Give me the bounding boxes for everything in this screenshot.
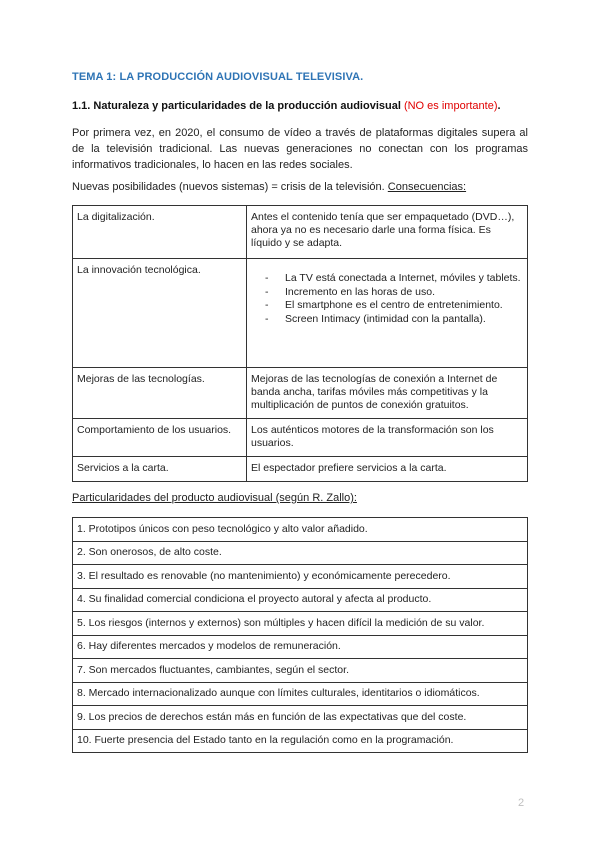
table-cell: 5. Los riesgos (internos y externos) son múltiples y hacen difícil la medición de su valor.: [73, 612, 528, 636]
table-cell: 2. Son onerosos, de alto coste.: [73, 541, 528, 565]
table-row: [73, 206, 528, 259]
list-item-text: Screen Intimacy (intimidad con la pantalla).: [285, 312, 486, 325]
section-heading: [72, 100, 532, 112]
table-row: [73, 588, 528, 612]
table-row: [73, 457, 528, 482]
table-cell: 6. Hay diferentes mercados y modelos de remuneración.: [73, 635, 528, 659]
table-cell: 7. Son mercados fluctuantes, cambiantes, según el sector.: [73, 659, 528, 683]
table-cell-topic: La innovación tecnológica.: [73, 259, 247, 368]
table-cell: 9. Los precios de derechos están más en función de las expectativas que del coste.: [73, 706, 528, 730]
list-item: [265, 272, 523, 286]
table-row: [73, 612, 528, 636]
table-cell: 8. Mercado internacionalizado aunque con límites culturales, identitarios o idiomáticos.: [73, 682, 528, 706]
table-cell-topic: Servicios a la carta.: [73, 457, 247, 482]
table-row: [73, 635, 528, 659]
table-cell-topic: La digitalización.: [73, 206, 247, 259]
table-cell-description: El espectador prefiere servicios a la carta.: [247, 457, 528, 482]
bullet-dash: -: [265, 312, 269, 325]
bullet-dash: -: [265, 272, 269, 284]
table-row: [73, 706, 528, 730]
table-row: [73, 565, 528, 589]
table-row: [73, 541, 528, 565]
intro-paragraph: Por primera vez, en 2020, el consumo de vídeo a través de plataformas digitales supera al de la televisión tradicional. Las nuevas generaciones no conectan con los programas informativos tradicionales, lo hacen en las redes sociales.: [72, 127, 528, 171]
table-row: [73, 659, 528, 683]
particularidades-heading: Particularidades del producto audiovisual (según R. Zallo):: [72, 492, 357, 504]
section-heading-text: 1.1. Naturaleza y particularidades de la producción audiovisual: [72, 100, 401, 112]
table-row: [73, 518, 528, 542]
table-row: [73, 419, 528, 457]
consequences-intro: [72, 181, 532, 193]
particularidades-table: [72, 517, 528, 753]
consequences-label: Consecuencias:: [387, 181, 467, 193]
table-cell: 4. Su finalidad comercial condiciona el proyecto autoral y afecta al producto.: [73, 588, 528, 612]
bullet-list: [251, 272, 523, 326]
table-cell: 3. El resultado es renovable (no mantenimiento) y económicamente perecedero.: [73, 565, 528, 589]
table-cell: 1. Prototipos únicos con peso tecnológico y alto valor añadido.: [73, 518, 528, 542]
chapter-title: TEMA 1: LA PRODUCCIÓN AUDIOVISUAL TELEVISIVA.: [72, 71, 364, 83]
table-cell-description: [247, 259, 528, 368]
table-row: [73, 368, 528, 419]
bullet-dash: -: [265, 285, 269, 298]
list-item: [265, 313, 523, 327]
section-note: (NO es importante): [403, 100, 498, 112]
list-item-text: Incremento en las horas de uso.: [285, 285, 436, 298]
table-cell-description: Mejoras de las tecnologías de conexión a Internet de banda ancha, tarifas móviles más competitivas y la multiplicación de puntos de conexión gratuitos.: [247, 368, 528, 419]
table-cell-topic: Mejoras de las tecnologías.: [73, 368, 247, 419]
consequences-intro-text: Nuevas posibilidades (nuevos sistemas) = crisis de la televisión.: [72, 181, 388, 193]
table-row: [73, 729, 528, 753]
table-row: [73, 259, 528, 368]
list-item-text: El smartphone es el centro de entretenimiento.: [285, 299, 503, 311]
page-number: 2: [518, 797, 525, 809]
list-item: [265, 299, 523, 313]
table-cell-topic: Comportamiento de los usuarios.: [73, 419, 247, 457]
consequences-table: [72, 205, 528, 482]
list-item: [265, 286, 523, 300]
table-row: [73, 682, 528, 706]
table-cell-description: Antes el contenido tenía que ser empaquetado (DVD…), ahora ya no es necesario darle una forma física. Es líquido y se adapta.: [247, 206, 528, 259]
list-item-text: La TV está conectada a Internet, móviles y tablets.: [285, 272, 521, 284]
table-cell-description: Los auténticos motores de la transformación son los usuarios.: [247, 419, 528, 457]
section-heading-end: .: [497, 100, 501, 112]
bullet-dash: -: [265, 299, 269, 311]
table-cell: 10. Fuerte presencia del Estado tanto en la regulación como en la programación.: [73, 729, 528, 753]
